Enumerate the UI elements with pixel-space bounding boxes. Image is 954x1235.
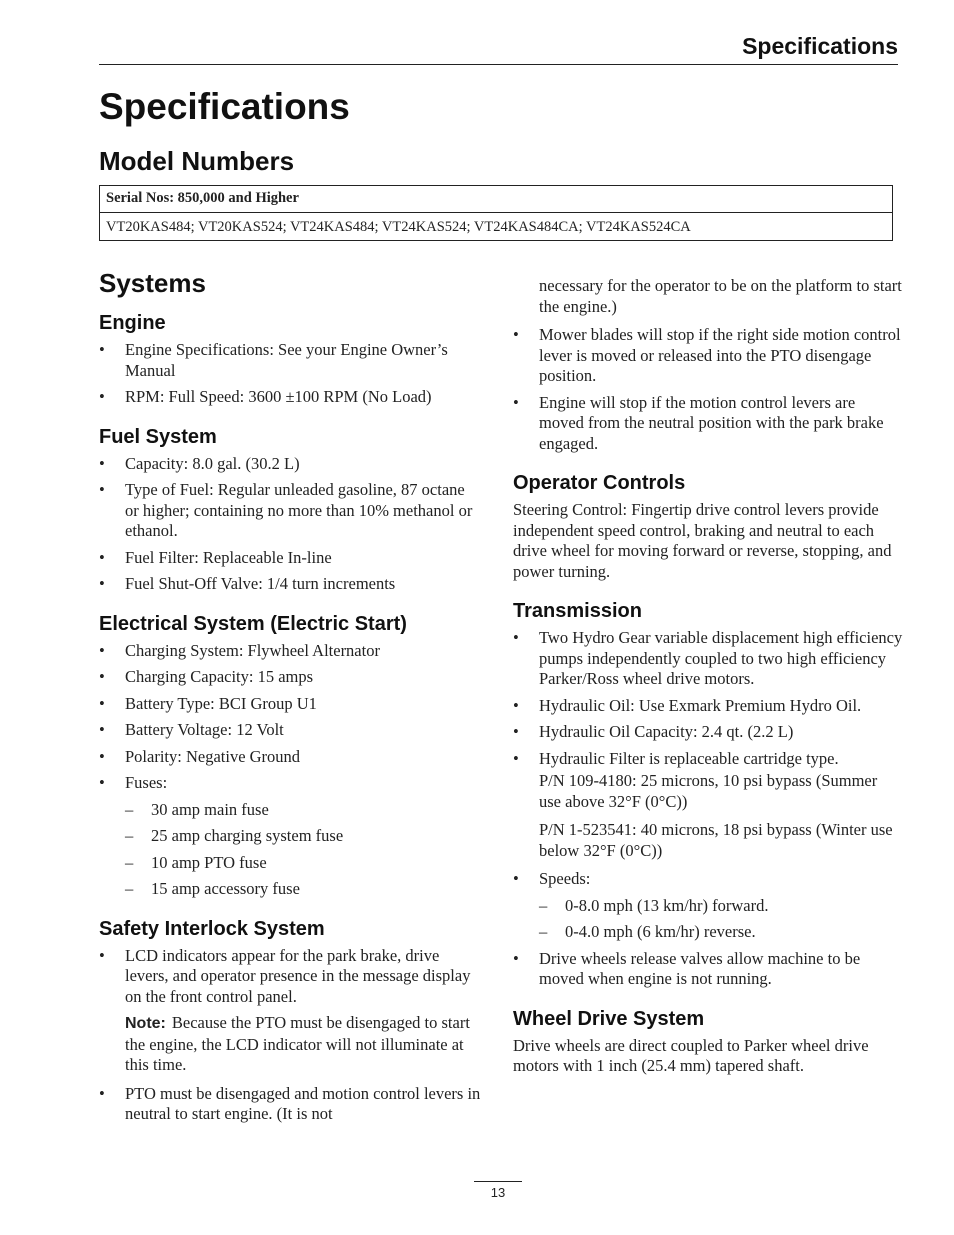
- list-item: • Mower blades will stop if the right side motion control lever is moved or released into the PTO disengage position.: [513, 325, 903, 387]
- list-item: • Fuel Filter: Replaceable In-line: [99, 548, 481, 569]
- serial-numbers: Serial Nos: 850,000 and Higher: [106, 190, 299, 206]
- list-item: [513, 869, 903, 943]
- safety-list: [99, 946, 481, 1008]
- list-item: • Type of Fuel: Regular unleaded gasoline, 87 octane or higher; containing no more than 10% methanol or ethanol.: [99, 480, 481, 542]
- list-item: • Drive wheels release valves allow machine to be moved when engine is not running.: [513, 949, 903, 990]
- list-item: [513, 749, 903, 862]
- speed-item: – 0-4.0 mph (6 km/hr) reverse.: [539, 922, 903, 943]
- fuel-list: [99, 454, 481, 595]
- safety-item-continuation: necessary for the operator to be on the platform to start the engine.): [539, 276, 902, 316]
- safety-section-continued: [513, 276, 903, 454]
- filter-text: Hydraulic Filter is replaceable cartridge type.: [539, 748, 839, 768]
- safety-list-continued: [99, 1084, 481, 1125]
- list-item: • PTO must be disengaged and motion control levers in neutral to start engine. (It is not: [99, 1084, 481, 1125]
- electrical-list: [99, 641, 481, 900]
- wheel-drive-text: Drive wheels are direct coupled to Parker wheel drive motors with 1 inch (25.4 mm) tapered shaft.: [513, 1035, 869, 1075]
- note-text: Because the PTO must be disengaged to start the engine, the LCD indicator will not illuminate at this time.: [125, 1013, 470, 1074]
- page-title: Specifications: [99, 86, 350, 127]
- list-item: • Capacity: 8.0 gal. (30.2 L): [99, 454, 481, 475]
- list-item: • Hydraulic Oil Capacity: 2.4 qt. (2.2 L): [513, 722, 903, 743]
- wheel-drive-section: [513, 1006, 903, 1077]
- list-item: • Charging System: Flywheel Alternator: [99, 641, 481, 662]
- note-label: Note:: [125, 1015, 166, 1032]
- fuses-label: Fuses:: [125, 773, 168, 792]
- speeds-list: [539, 896, 903, 943]
- transmission-list: [513, 628, 903, 990]
- systems-heading: Systems: [99, 268, 206, 298]
- fuse-item: – 10 amp PTO fuse: [125, 853, 481, 874]
- fuses-list: [125, 800, 481, 900]
- model-list: VT20KAS484; VT20KAS524; VT24KAS484; VT24KAS524; VT24KAS484CA; VT24KAS524CA: [106, 219, 691, 235]
- list-item: • RPM: Full Speed: 3600 ±100 RPM (No Load): [99, 387, 481, 408]
- list-item: • Battery Type: BCI Group U1: [99, 694, 481, 715]
- transmission-heading: Transmission: [513, 600, 642, 622]
- list-item: • Hydraulic Oil: Use Exmark Premium Hydro Oil.: [513, 696, 903, 717]
- right-column: [513, 276, 903, 1093]
- wheel-drive-heading: Wheel Drive System: [513, 1007, 705, 1030]
- speeds-label: Speeds:: [539, 869, 591, 888]
- safety-section: [99, 916, 481, 1125]
- list-item: • Engine will stop if the motion control levers are moved from the neutral position with the park brake engaged.: [513, 393, 903, 455]
- fuses-item: [99, 773, 481, 900]
- safety-list-more: [513, 325, 903, 454]
- list-item: • Two Hydro Gear variable displacement high efficiency pumps independently coupled to two high efficiency Parker/Ross wheel drive motors.: [513, 628, 903, 690]
- list-item: • Battery Voltage: 12 Volt: [99, 720, 481, 741]
- engine-section: [99, 310, 481, 408]
- electrical-section: [99, 611, 481, 900]
- operator-controls-section: [513, 470, 903, 582]
- electrical-heading: Electrical System (Electric Start): [99, 612, 407, 635]
- list-item: • Fuel Shut-Off Valve: 1/4 turn increments: [99, 574, 481, 595]
- operator-controls-text: Steering Control: Fingertip drive control levers provide independent speed control, braking and neutral to each drive wheel for moving forward or reverse, stopping, and power turning.: [513, 500, 892, 581]
- fuel-heading: Fuel System: [99, 425, 217, 448]
- list-item: • LCD indicators appear for the park brake, drive levers, and operator presence in the message display on the front control panel.: [99, 946, 481, 1008]
- page-number: 13: [490, 1185, 506, 1200]
- footer-rule: [474, 1181, 522, 1182]
- list-item: • Charging Capacity: 15 amps: [99, 667, 481, 688]
- safety-heading: Safety Interlock System: [99, 917, 325, 940]
- engine-list: [99, 340, 481, 408]
- fuse-item: – 25 amp charging system fuse: [125, 826, 481, 847]
- fuse-item: – 15 amp accessory fuse: [125, 879, 481, 900]
- model-numbers-heading: Model Numbers: [99, 146, 295, 176]
- filter-part-number-winter: P/N 1-523541: 40 microns, 18 psi bypass (Winter use below 32°F (0°C)): [539, 820, 893, 860]
- fuel-section: [99, 424, 481, 595]
- running-header-title: Specifications: [742, 33, 898, 59]
- engine-heading: Engine: [99, 312, 166, 334]
- speed-item: – 0-8.0 mph (13 km/hr) forward.: [539, 896, 903, 917]
- safety-note: [125, 1013, 481, 1076]
- fuse-item: – 30 amp main fuse: [125, 800, 481, 821]
- list-item: • Polarity: Negative Ground: [99, 747, 481, 768]
- model-table-divider: [100, 212, 892, 213]
- left-column: [99, 266, 481, 1141]
- list-item: • Engine Specifications: See your Engine Owner’s Manual: [99, 340, 481, 381]
- operator-controls-heading: Operator Controls: [513, 472, 686, 494]
- model-numbers-table: [99, 185, 893, 241]
- header-rule: [99, 64, 898, 65]
- transmission-section: [513, 598, 903, 990]
- filter-part-number-summer: P/N 109-4180: 25 microns, 10 psi bypass (Summer use above 32°F (0°C)): [539, 771, 878, 811]
